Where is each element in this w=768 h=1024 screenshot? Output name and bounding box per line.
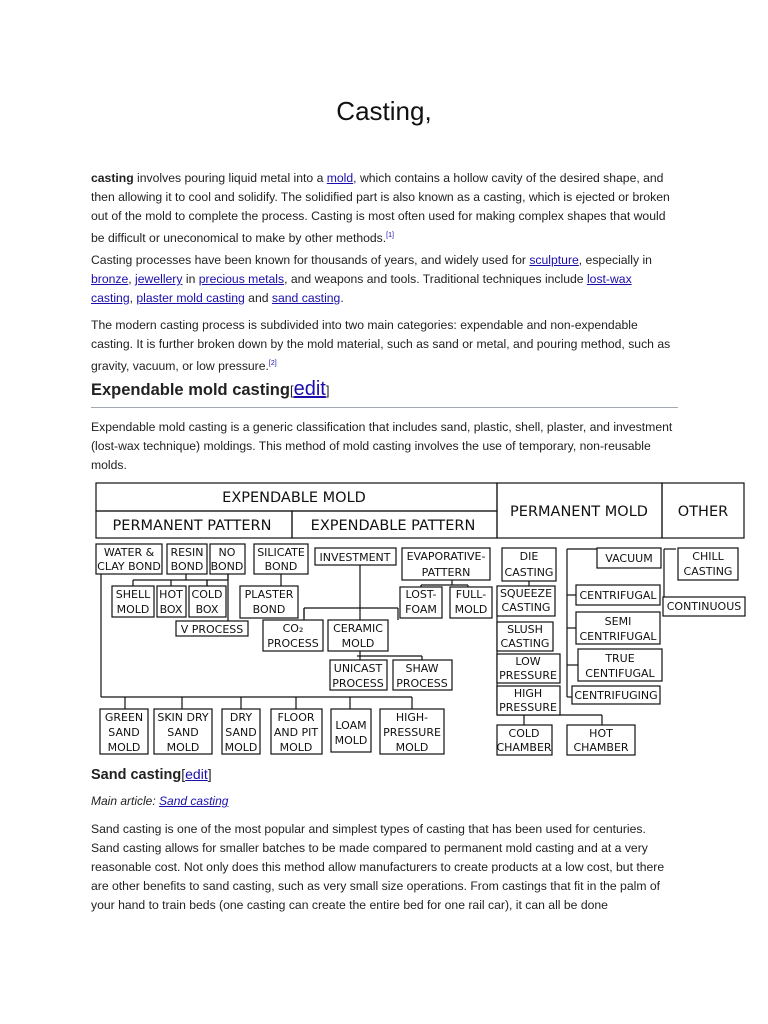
box-water-clay-line2: CLAY BOND bbox=[97, 560, 161, 573]
box-green-sand-line1: GREEN bbox=[104, 711, 144, 724]
box-die-casting-line2: CASTING bbox=[504, 566, 554, 579]
box-chill-line1: CHILL bbox=[692, 550, 724, 563]
box-skin-dry-line3: MOLD bbox=[166, 741, 200, 754]
box-vacuum: VACUUM bbox=[605, 552, 653, 565]
box-unicast-line2: PROCESS bbox=[332, 677, 384, 690]
box-shell-line1: SHELL bbox=[115, 588, 151, 601]
box-centrifugal: CENTRIFUGAL bbox=[579, 589, 657, 602]
permanent-mold-label: PERMANENT MOLD bbox=[510, 504, 648, 520]
text-run: , which contains a hollow cavity of the desired shape, and then allowing it to cool and solidify. The solidified part is also known as a casting, which is ejected or broken out of the mold to complete the process. Casting is most often used for making complex shapes that would be difficult or uneconomical to make by other methods. bbox=[91, 171, 670, 246]
box-floor-pit-line2: AND PIT bbox=[273, 726, 319, 739]
box-no-bond-line1: NO bbox=[218, 546, 236, 559]
box-green-sand-line2: SAND bbox=[108, 726, 140, 739]
edit-bracket: [ bbox=[181, 766, 186, 782]
box-low-pressure-line2: PRESSURE bbox=[499, 669, 557, 682]
text-run: and bbox=[244, 291, 272, 305]
box-semi-centrifugal-line1: SEMI bbox=[604, 615, 632, 628]
box-plaster-line1: PLASTER bbox=[244, 588, 294, 601]
hatnote-label: Main article: bbox=[91, 794, 160, 808]
box-hot-box-line2: BOX bbox=[159, 603, 183, 616]
box-loam-line2: MOLD bbox=[334, 734, 368, 747]
link-mold[interactable]: mold bbox=[326, 171, 354, 185]
text-run: , bbox=[128, 272, 136, 286]
box-shaw-line2: PROCESS bbox=[396, 677, 448, 690]
link-precious-metals[interactable]: precious metals bbox=[198, 272, 285, 286]
box-semi-centrifugal-line2: CENTRIFUGAL bbox=[579, 630, 657, 643]
box-co2-line2: PROCESS bbox=[267, 637, 319, 650]
box-investment: INVESTMENT bbox=[319, 551, 391, 564]
box-cold-box-line1: COLD bbox=[191, 588, 223, 601]
text-run: in bbox=[182, 272, 199, 286]
heading-text: Sand casting bbox=[91, 767, 182, 783]
box-ceramic-line2: MOLD bbox=[341, 637, 375, 650]
box-slush-line1: SLUSH bbox=[507, 623, 543, 636]
box-full-mold-line2: MOLD bbox=[454, 603, 488, 616]
edit-bracket: [ bbox=[289, 383, 294, 398]
text-run: , and weapons and tools. Traditional techniques include bbox=[284, 272, 587, 286]
other-label: OTHER bbox=[677, 504, 729, 520]
box-die-casting-line1: DIE bbox=[519, 550, 539, 563]
text-run: , especially in bbox=[578, 253, 652, 267]
box-resin-line1: RESIN bbox=[170, 546, 204, 559]
link-sand-casting[interactable]: sand casting bbox=[271, 291, 341, 305]
text-run: Casting processes have been known for thousands of years, and widely used for bbox=[91, 253, 530, 267]
expendable-paragraph: Expendable mold casting is a generic classification that includes sand, plastic, shell, plaster, and investment (lost-wax technique) moldings. This method of mold casting involves the use of temporary, non-reusable molds. bbox=[91, 420, 673, 472]
text-run: involves pouring liquid metal into a bbox=[133, 171, 327, 185]
box-water-clay-line1: WATER & bbox=[103, 546, 155, 559]
text-run: , bbox=[129, 291, 137, 305]
section-heading-sand-casting bbox=[91, 766, 212, 783]
box-lost-foam-line2: FOAM bbox=[405, 603, 437, 616]
box-silicate-line2: BOND bbox=[264, 560, 298, 573]
box-loam-line1: LOAM bbox=[335, 719, 367, 732]
text-run: . bbox=[340, 291, 344, 305]
box-true-centifugal-line2: CENTIFUGAL bbox=[585, 667, 655, 680]
box-dry-sand-line2: SAND bbox=[225, 726, 257, 739]
box-evaporative-line1: EVAPORATIVE- bbox=[406, 550, 486, 563]
box-lost-foam-line1: LOST- bbox=[405, 588, 437, 601]
link-main-article-sand-casting[interactable]: Sand casting bbox=[159, 794, 229, 808]
box-full-mold-line1: FULL- bbox=[455, 588, 487, 601]
box-silicate-line1: SILICATE bbox=[257, 546, 305, 559]
edit-link-expendable[interactable]: edit bbox=[293, 378, 326, 400]
link-lost-wax-casting[interactable]: lost-wax casting bbox=[91, 272, 632, 305]
edit-link-sand[interactable]: edit bbox=[185, 766, 208, 782]
box-dry-sand-line1: DRY bbox=[229, 711, 253, 724]
box-v-process: V PROCESS bbox=[180, 623, 244, 636]
link-bronze[interactable]: bronze bbox=[91, 272, 129, 286]
link-plaster-mold-casting[interactable]: plaster mold casting bbox=[136, 291, 245, 305]
box-co2-line1: CO₂ bbox=[282, 622, 304, 635]
box-cold-box-line2: BOX bbox=[195, 603, 219, 616]
box-hot-box-line1: HOT bbox=[159, 588, 183, 601]
box-floor-pit-line3: MOLD bbox=[279, 741, 313, 754]
main-article-hatnote bbox=[91, 794, 228, 808]
box-hot-chamber-line1: HOT bbox=[589, 727, 613, 740]
box-shaw-line1: SHAW bbox=[405, 662, 439, 675]
edit-bracket: ] bbox=[325, 383, 330, 398]
expendable-pattern-label: EXPENDABLE PATTERN bbox=[310, 518, 476, 534]
box-plaster-line2: BOND bbox=[252, 603, 286, 616]
box-ceramic-line1: CERAMIC bbox=[333, 622, 383, 635]
box-high-pressure-mold-line3: MOLD bbox=[395, 741, 429, 754]
box-resin-line2: BOND bbox=[170, 560, 204, 573]
box-cold-chamber-line1: COLD bbox=[508, 727, 540, 740]
box-high-pressure-line2: PRESSURE bbox=[499, 701, 557, 714]
link-sculpture[interactable]: sculpture bbox=[529, 253, 579, 267]
edit-bracket: ] bbox=[207, 766, 212, 782]
box-low-pressure-line1: LOW bbox=[515, 655, 541, 668]
box-squeeze-line1: SQUEEZE bbox=[499, 587, 553, 600]
box-slush-line2: CASTING bbox=[500, 637, 550, 650]
box-shell-line2: MOLD bbox=[116, 603, 150, 616]
box-unicast-line1: UNICAST bbox=[333, 662, 383, 675]
box-cold-chamber-line2: CHAMBER bbox=[496, 741, 552, 754]
casting-bold-term: casting bbox=[91, 171, 134, 185]
box-floor-pit-line1: FLOOR bbox=[277, 711, 315, 724]
text-run: The modern casting process is subdivided into two main categories: expendable and non-expendable casting. It is further broken down by the mold material, such as sand or metal, and pouring method, such as gravity, vacuum, or low pressure. bbox=[91, 318, 671, 374]
box-high-pressure-mold-line2: PRESSURE bbox=[383, 726, 441, 739]
box-hot-chamber-line2: CHAMBER bbox=[573, 741, 629, 754]
box-green-sand-line3: MOLD bbox=[107, 741, 141, 754]
page-title: Casting, bbox=[336, 96, 432, 126]
link-jewellery[interactable]: jewellery bbox=[135, 272, 183, 286]
heading-text: Expendable mold casting bbox=[91, 381, 290, 399]
expendable-mold-label: EXPENDABLE MOLD bbox=[222, 490, 366, 506]
box-squeeze-line2: CASTING bbox=[501, 601, 551, 614]
sand-casting-paragraph: Sand casting is one of the most popular and simplest types of casting that has been used for centuries. Sand casting allows for smaller batches to be made compared to permanent mold casting and at a very reasonable cost. Not only does this method allow manufacturers to create products at a low cost, but there are other benefits to sand casting, such as very small size operations. From castings that fit in the palm of your hand to train beds (one casting can create the entire bed for one rail car), it can all be done bbox=[91, 822, 665, 912]
box-high-pressure-line1: HIGH bbox=[513, 687, 543, 700]
box-chill-line2: CASTING bbox=[683, 565, 733, 578]
permanent-pattern-label: PERMANENT PATTERN bbox=[112, 518, 272, 534]
box-centrifuging: CENTRIFUGING bbox=[574, 689, 658, 702]
box-skin-dry-line1: SKIN DRY bbox=[157, 711, 209, 724]
box-continuous: CONTINUOUS bbox=[666, 600, 742, 613]
box-skin-dry-line2: SAND bbox=[167, 726, 199, 739]
box-no-bond-line2: BOND bbox=[210, 560, 244, 573]
box-true-centifugal-line1: TRUE bbox=[605, 652, 635, 665]
box-high-pressure-mold-line1: HIGH- bbox=[395, 711, 429, 724]
reference-1-link[interactable]: [1] bbox=[386, 232, 394, 239]
box-dry-sand-line3: MOLD bbox=[224, 741, 258, 754]
box-evaporative-line2: PATTERN bbox=[421, 566, 471, 579]
reference-2-link[interactable]: [2] bbox=[268, 360, 277, 367]
